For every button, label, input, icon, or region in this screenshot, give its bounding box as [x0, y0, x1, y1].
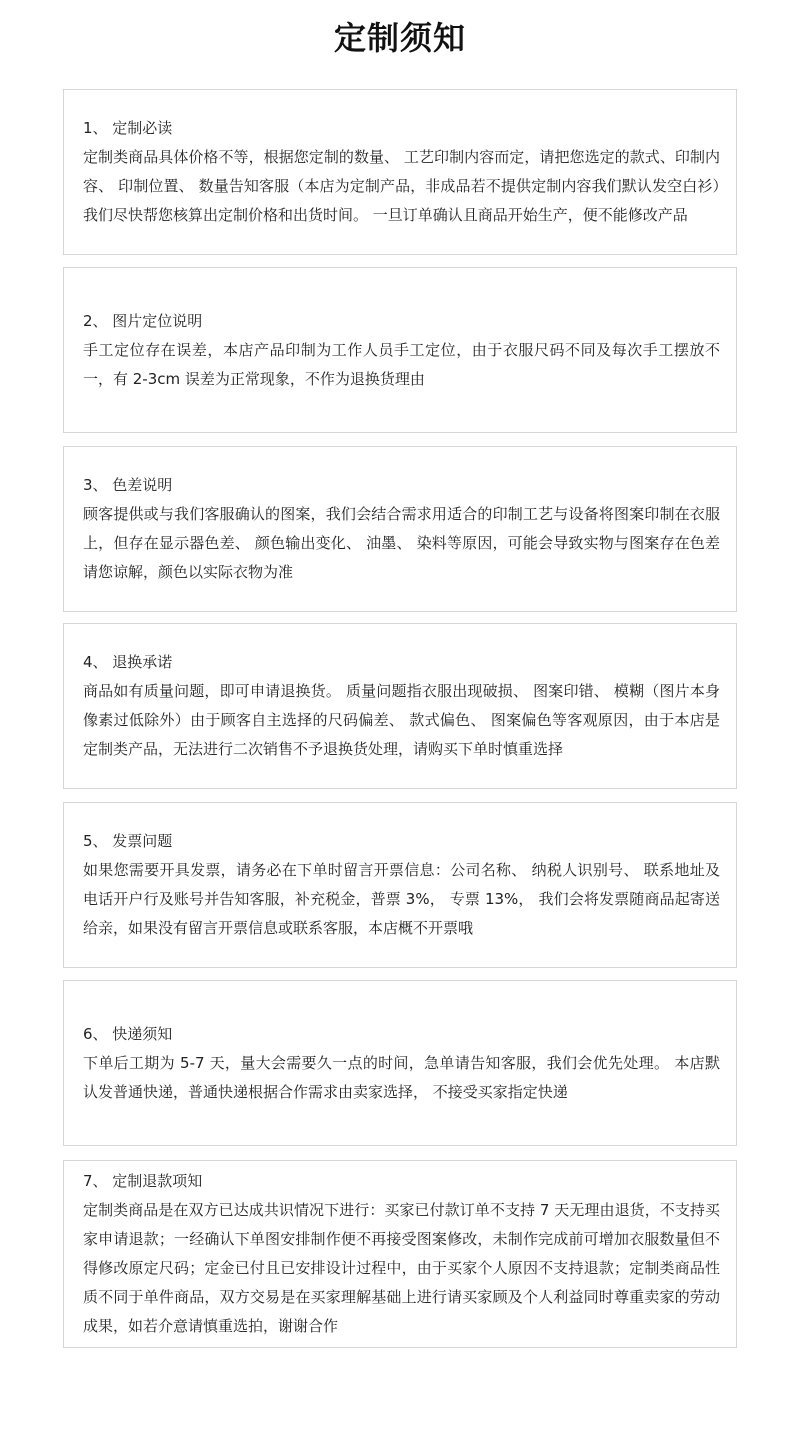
section-body: 顾客提供或与我们客服确认的图案，我们会结合需求用适合的印制工艺与设备将图案印制在衣服上，但存在显示器色差、 颜色输出变化、 油墨、 染料等原因，可能会导致实物与图案存在色差请您谅解，颜色以实际衣物为准: [83, 505, 720, 581]
notice-section-refund: [63, 1160, 737, 1348]
page-title: 定制须知: [333, 19, 466, 57]
section-heading: 2、 图片定位说明: [83, 311, 203, 330]
section-body: 下单后工期为 5-7 天，量大会需要久一点的时间，急单请告知客服，我们会优先处理。 本店默认发普通快递，普通快递根据合作需求由卖家选择， 不接受买家指定快递: [83, 1053, 720, 1101]
section-heading: 4、 退换承诺: [83, 653, 173, 671]
section-body: 定制类商品是在双方已达成共识情况下进行：买家已付款订单不支持 7 天无理由退货，不支持买家申请退款；一经确认下单图安排制作便不再接受图案修改，未制作完成前可增加衣服数量但不得修改原定尺码；定金已付且已安排设计过程中，由于买家个人原因不支持退款；定制类商品性质不同于单件商品，双方交易是在买家理解基础上进行请买家顾及个人利益同时尊重卖家的劳动成果，如若介意请慎重选拍，谢谢合作: [83, 1201, 720, 1335]
section-body: 手工定位存在误差，本店产品印制为工作人员手工定位，由于衣服尺码不同及每次手工摆放不一，有 2-3cm 误差为正常现象，不作为退换货理由: [83, 340, 720, 388]
section-body: 如果您需要开具发票，请务必在下单时留言开票信息：公司名称、 纳税人识别号、 联系地址及电话开户行及账号并告知客服，补充税金，普票 3%， 专票 13%， 我们会将发票随商品起寄送给亲，如果没有留言开票信息或联系客服，本店概不开票哦: [83, 861, 720, 937]
notice-section-custom-must-read: [63, 89, 737, 255]
notice-section-image-positioning: [63, 267, 737, 433]
notice-section-return-promise: [63, 623, 737, 789]
section-heading: 5、 发票问题: [83, 832, 173, 850]
section-heading: 7、 定制退款项知: [83, 1172, 203, 1190]
notice-section-color-difference: [63, 446, 737, 612]
section-body: 商品如有质量问题，即可申请退换货。 质量问题指衣服出现破损、 图案印错、 模糊（图片本身像素过低除外）由于顾客自主选择的尺码偏差、 款式偏色、 图案偏色等客观原因，由于本店是定制类产品，无法进行二次销售不予退换货处理，请购买下单时慎重选择: [83, 682, 720, 758]
section-heading: 1、 定制必读: [83, 119, 173, 137]
notice-section-invoice: [63, 802, 737, 968]
section-heading: 6、 快递须知: [83, 1024, 173, 1043]
section-body: 定制类商品具体价格不等，根据您定制的数量、 工艺印制内容而定，请把您选定的款式、印制内容、 印制位置、 数量告知客服（本店为定制产品，非成品若不提供定制内容我们默认发空白衫）我们尽快帮您核算出定制价格和出货时间。 一旦订单确认且商品开始生产，便不能修改产品: [83, 148, 720, 224]
section-heading: 3、 色差说明: [83, 476, 173, 494]
notice-section-shipping: [63, 980, 737, 1146]
